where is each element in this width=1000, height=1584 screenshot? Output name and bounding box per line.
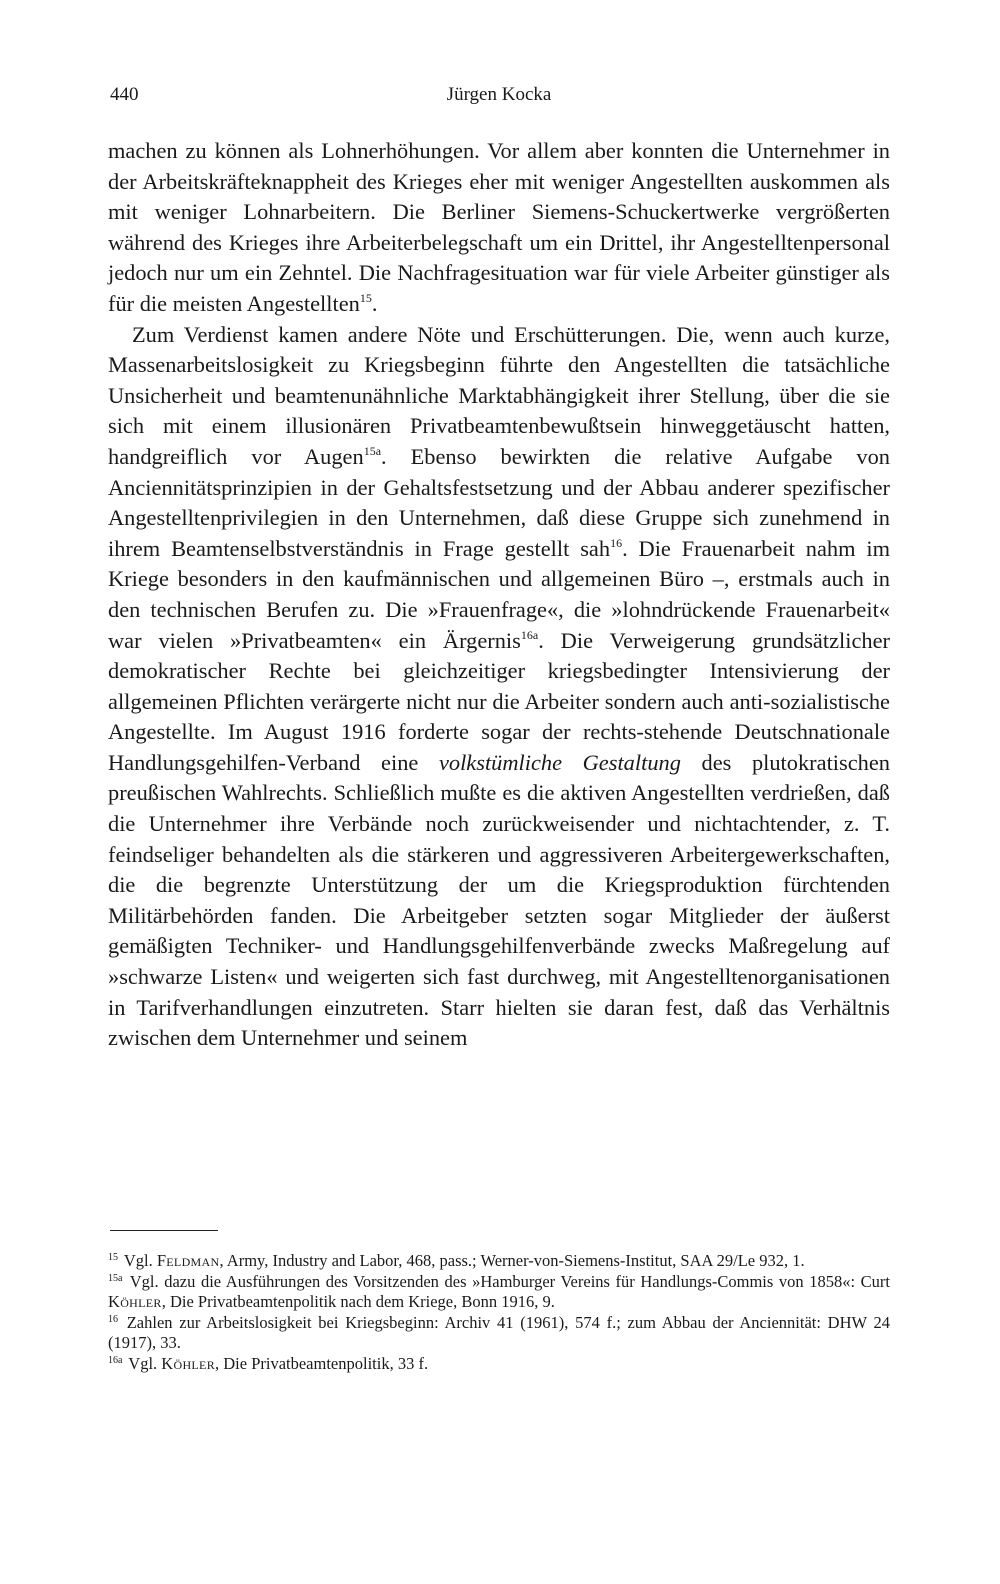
footnote-ref: 15 bbox=[359, 290, 372, 305]
footnote bbox=[108, 1354, 890, 1375]
footnote-ref: 16 bbox=[108, 1313, 118, 1325]
body-text bbox=[108, 136, 890, 1054]
footnote-ref: 15a bbox=[108, 1272, 123, 1284]
author-name: Köhler bbox=[108, 1292, 162, 1312]
text-run: Zum Verdienst kamen andere Nöte und Erschütterungen. Die, wenn auch kurze, Massenarbeitslosigkeit zu Kriegsbeginn führte den Angestellten die tatsächliche Unsicherheit und beamtenunähnliche Marktabhängigkeit ihrer Stellung, über die sie sich mit einem illusionären Privatbeamtenbewußtsein hinweggetäuscht hatten, handgreiflich vor Augen bbox=[108, 321, 890, 469]
emphasis-text: volkstümliche Gestaltung bbox=[438, 749, 681, 775]
footnote-ref: 16a bbox=[520, 627, 539, 642]
footnote-ref: 16 bbox=[610, 535, 623, 550]
text-run: machen zu können als Lohnerhöhungen. Vor allem aber konnten die Unternehmer in der Arbeitskräfteknappheit des Krieges eher mit weniger Angestellten auskommen als mit weniger Lohnarbeitern. Die Berliner Siemens-Schuckertwerke vergrößerten während des Krieges ihre Arbeiterbelegschaft um ein Drittel, ihr Angestelltenpersonal jedoch nur um ein Zehntel. Die Nachfragesituation war für viele Arbeiter günstiger als für die meisten Angestellten bbox=[108, 138, 890, 316]
paragraph bbox=[108, 136, 890, 320]
text-run: . Ebenso bewirkten die relative Aufgabe von Anciennitätsprinzipien in der Gehaltsfestsetzung und der Abbau anderer spezifischer Angestelltenprivilegien in den Unternehmen, daß diese Gruppe sich zunehmend in ihrem Beamtenselbstverständnis in Frage gestellt sah bbox=[108, 443, 890, 561]
text-run: , Army, Industry and Labor, 468, pass.; Werner-von-Siemens-Institut, SAA 29/Le 932, 1. bbox=[219, 1251, 805, 1270]
text-run: . Die Frauenarbeit nahm im Kriege besonders in den kaufmännischen und allgemeinen Büro –, erstmals auch in den technischen Berufen zu. Die »Frauenfrage«, die »lohndrückende Frauenarbeit« war vielen »Privatbeamten« ein Ärgernis bbox=[108, 535, 890, 653]
text-run: des plutokratischen preußischen Wahlrechts. Schließlich mußte es die aktiven Angestellten verdrießen, daß die Unternehmer ihre Verbände noch zurückweisender und nichtachtender, z. T. feindseliger behandelten als die stärkeren und aggressiveren Arbeitergewerkschaften, die die begrenzte Unterstützung der um die Kriegsproduktion fürchtenden Militärbehörden fanden. Die Arbeitgeber setzten sogar Mitglieder der äußerst gemäßigten Techniker- und Handlungsgehilfenverbände zwecks Maßregelung auf »schwarze Listen« und weigerten sich fast durchweg, mit Angestelltenorganisationen in Tarifverhandlungen einzutreten. Starr hielten sie daran fest, daß das Verhältnis zwischen dem Unternehmer und seinem bbox=[108, 749, 890, 1051]
footnote bbox=[108, 1313, 890, 1354]
footnote-ref: 15a bbox=[363, 443, 382, 458]
text-run: . Die Verweigerung grundsätzlicher demokratischer Rechte bei gleichzeitiger kriegsbedingter Intensivierung der allgemeinen Pflichten verärgerte nicht nur die Arbeiter sondern auch anti-sozialistische Angestellte. Im August 1916 forderte sogar der rechts-stehende Deutschnationale Handlungsgehilfen-Verband eine bbox=[108, 627, 890, 775]
text-run: Vgl. bbox=[120, 1251, 157, 1270]
footnote-ref: 16a bbox=[108, 1354, 123, 1366]
page-number: 440 bbox=[110, 84, 139, 105]
paragraph bbox=[108, 320, 890, 1054]
footnote-divider bbox=[110, 1230, 218, 1231]
footnote bbox=[108, 1251, 890, 1272]
page-header bbox=[108, 84, 890, 114]
footnotes bbox=[108, 1251, 890, 1375]
author-name: Köhler bbox=[161, 1353, 215, 1373]
text-run: . bbox=[371, 290, 378, 316]
text-run: Vgl. bbox=[124, 1353, 162, 1373]
text-run: Zahlen zur Arbeitslosigkeit bei Kriegsbeginn: Archiv 41 (1961), 574 f.; zum Abbau der Anciennität: DHW 24 (1917), 33. bbox=[108, 1312, 890, 1353]
text-run: , Die Privatbeamtenpolitik, 33 f. bbox=[215, 1353, 429, 1373]
footnote-ref: 15 bbox=[108, 1252, 118, 1263]
author-name: Feldman bbox=[156, 1251, 220, 1270]
text-run: , Die Privatbeamtenpolitik nach dem Kriege, Bonn 1916, 9. bbox=[161, 1292, 555, 1312]
running-head: Jürgen Kocka bbox=[446, 84, 552, 105]
text-run: Vgl. dazu die Ausführungen des Vorsitzenden des »Hamburger Vereins für Handlungs-Commis von 1858«: Curt bbox=[124, 1271, 890, 1291]
footnote bbox=[108, 1272, 890, 1313]
